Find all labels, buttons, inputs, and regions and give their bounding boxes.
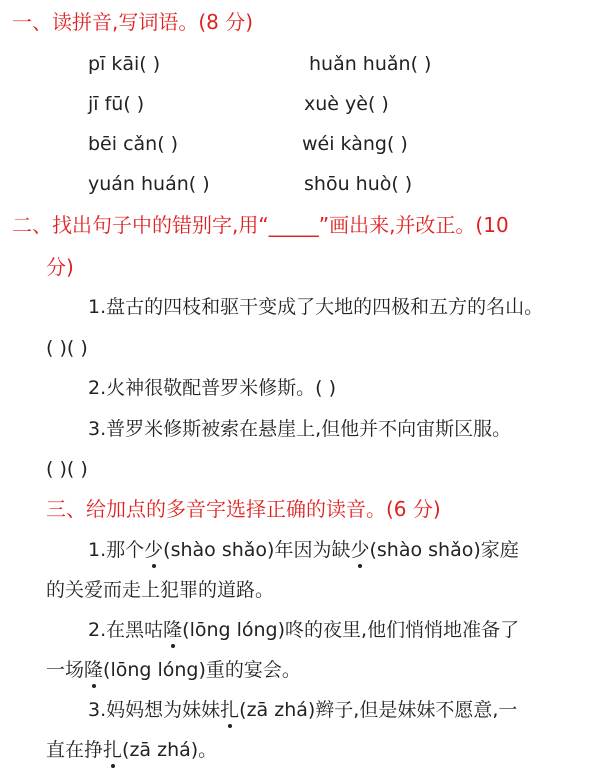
dotted-char: 隆 <box>84 659 104 681</box>
pinyin-item: yuán huán( ) <box>88 173 210 195</box>
dotted-char: 扎 <box>103 739 123 761</box>
text: 1.那个 <box>88 539 145 561</box>
answer-blanks: ( )( ) <box>46 458 88 480</box>
question-2-3: 3.普罗米修斯被索在悬崖上,但他并不向宙斯区服。 <box>88 418 512 440</box>
text: (lōng lóng)咚的夜里,他们悄悄地准备了 <box>182 619 520 641</box>
text: (zā zhá)。 <box>122 739 218 761</box>
text: 3.妈妈想为妹妹 <box>88 699 221 721</box>
text: (lōng lóng)重的宴会。 <box>103 659 301 681</box>
section2-title-cont: 分) <box>46 255 74 279</box>
section1-title: 一、读拼音,写词语。(8 分) <box>12 10 254 34</box>
pinyin-item: bēi cǎn( ) <box>88 133 179 155</box>
answer-blanks: ( )( ) <box>46 337 88 359</box>
pinyin-item: huǎn huǎn( ) <box>309 53 432 75</box>
question-2-2: 2.火神很敬配普罗米修斯。( ) <box>88 377 336 399</box>
dotted-char: 少 <box>144 539 164 561</box>
question-3-1 <box>88 538 519 562</box>
text: 直在挣 <box>46 739 104 761</box>
text: (shào shǎo)年因为缺 <box>163 539 351 561</box>
dotted-char: 扎 <box>220 699 240 721</box>
text: (shào shǎo)家庭 <box>369 539 519 561</box>
question-3-2-cont <box>46 658 301 682</box>
text: (zā zhá)辫子,但是妹妹不愿意,一 <box>239 699 518 721</box>
pinyin-item: wéi kàng( ) <box>302 133 408 155</box>
dotted-char: 隆 <box>163 619 183 641</box>
question-3-1-cont: 的关爱而走上犯罪的道路。 <box>46 579 275 601</box>
question-2-1: 1.盘古的四枝和驱干变成了大地的四极和五方的名山。 <box>88 296 544 318</box>
section2-title: 二、找出句子中的错别字,用“_____”画出来,并改正。(10 <box>12 213 509 237</box>
pinyin-item: xuè yè( ) <box>304 93 389 115</box>
pinyin-item: shōu huò( ) <box>304 173 413 195</box>
pinyin-item: jī fū( ) <box>88 93 145 115</box>
section3-title: 三、给加点的多音字选择正确的读音。(6 分) <box>46 497 441 521</box>
question-3-3 <box>88 698 517 722</box>
text: 2.在黑咕 <box>88 619 164 641</box>
question-3-3-cont <box>46 738 217 762</box>
text: 一场 <box>46 659 85 681</box>
dotted-char: 少 <box>350 539 370 561</box>
question-3-2 <box>88 618 519 642</box>
pinyin-item: pī kāi( ) <box>88 53 161 75</box>
